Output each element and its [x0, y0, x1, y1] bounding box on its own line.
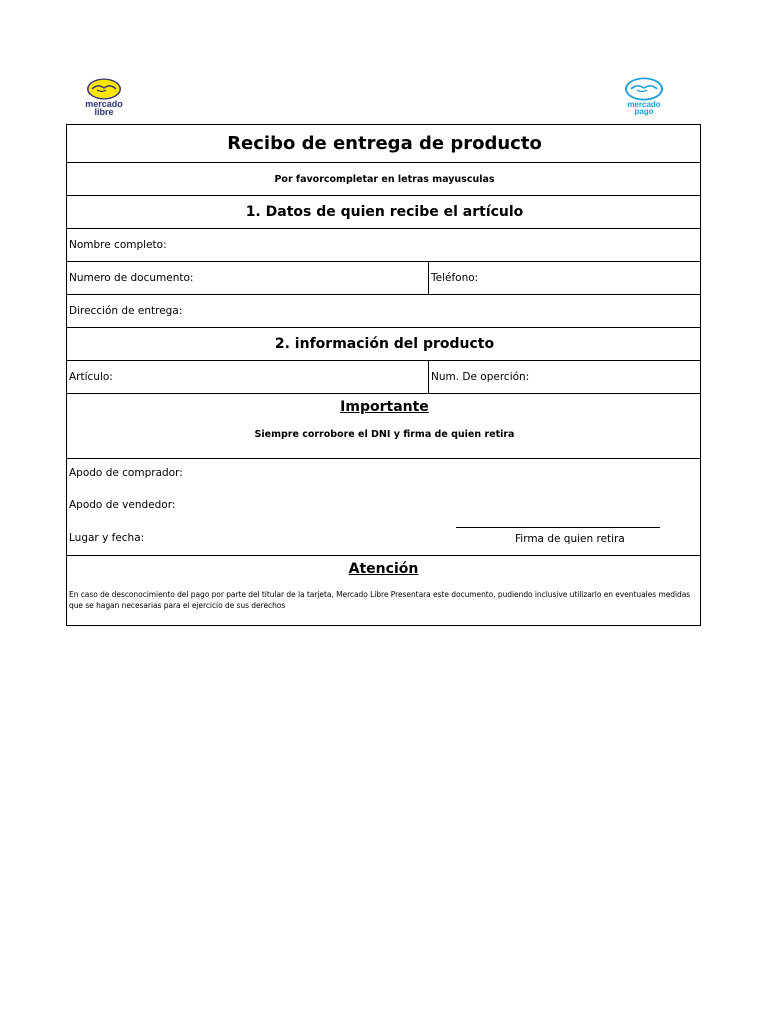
signature-label: Firma de quien retira	[515, 533, 625, 545]
mercado-pago-line1: mercado	[627, 100, 661, 109]
documento-telefono-row	[67, 262, 700, 295]
signature-block	[67, 459, 700, 556]
attention-title: Atención	[348, 561, 419, 577]
section2-row	[67, 328, 700, 361]
nombre-label: Nombre completo:	[69, 239, 167, 251]
important-text: Siempre corrobore el DNI y firma de quien retira	[254, 429, 515, 440]
mercado-libre-line2: libre	[94, 107, 114, 117]
articulo-operacion-row	[67, 361, 700, 394]
delivery-receipt-form	[66, 124, 701, 626]
nombre-row[interactable]	[67, 229, 700, 262]
form-title: Recibo de entrega de producto	[227, 133, 542, 154]
lugar-fecha-label[interactable]: Lugar y fecha:	[69, 532, 145, 544]
important-row	[67, 394, 700, 459]
mercado-pago-handshake-icon	[624, 77, 664, 101]
apodo-vendedor-label[interactable]: Apodo de vendedor:	[69, 499, 176, 511]
mercado-pago-line2: pago	[634, 107, 654, 116]
attention-text: En caso de desconocimiento del pago por parte del titular de la tarjeta, Mercado Libre Presentara este documento, pudiendo inclusive utilizarlo en eventuales medidas que se hagan necesarias para el ejercicio de sus derechos	[69, 590, 691, 610]
important-title: Importante	[340, 399, 429, 415]
apodo-comprador-label[interactable]: Apodo de comprador:	[69, 467, 183, 479]
mercado-libre-line1: mercado	[85, 99, 123, 109]
mercado-pago-logo	[620, 77, 668, 115]
articulo-label[interactable]: Artículo:	[67, 361, 429, 393]
telefono-label[interactable]: Teléfono:	[431, 272, 479, 284]
subtitle-row	[67, 163, 700, 196]
mercado-libre-handshake-icon	[86, 78, 122, 100]
mercado-libre-logo	[78, 78, 130, 116]
form-subtitle: Por favorcompletar en letras mayusculas	[274, 173, 495, 185]
signature-line[interactable]	[456, 527, 660, 528]
section2-heading: 2. información del producto	[274, 336, 495, 352]
operacion-label[interactable]: Num. De operción:	[431, 371, 530, 383]
attention-block	[67, 561, 700, 625]
title-row	[67, 125, 700, 163]
section1-row	[67, 196, 700, 229]
important-block	[67, 394, 700, 458]
section1-heading: 1. Datos de quien recibe el artículo	[245, 204, 524, 220]
documento-label[interactable]: Numero de documento:	[67, 262, 429, 294]
direccion-label: Dirección de entrega:	[69, 305, 183, 317]
direccion-row[interactable]	[67, 295, 700, 328]
